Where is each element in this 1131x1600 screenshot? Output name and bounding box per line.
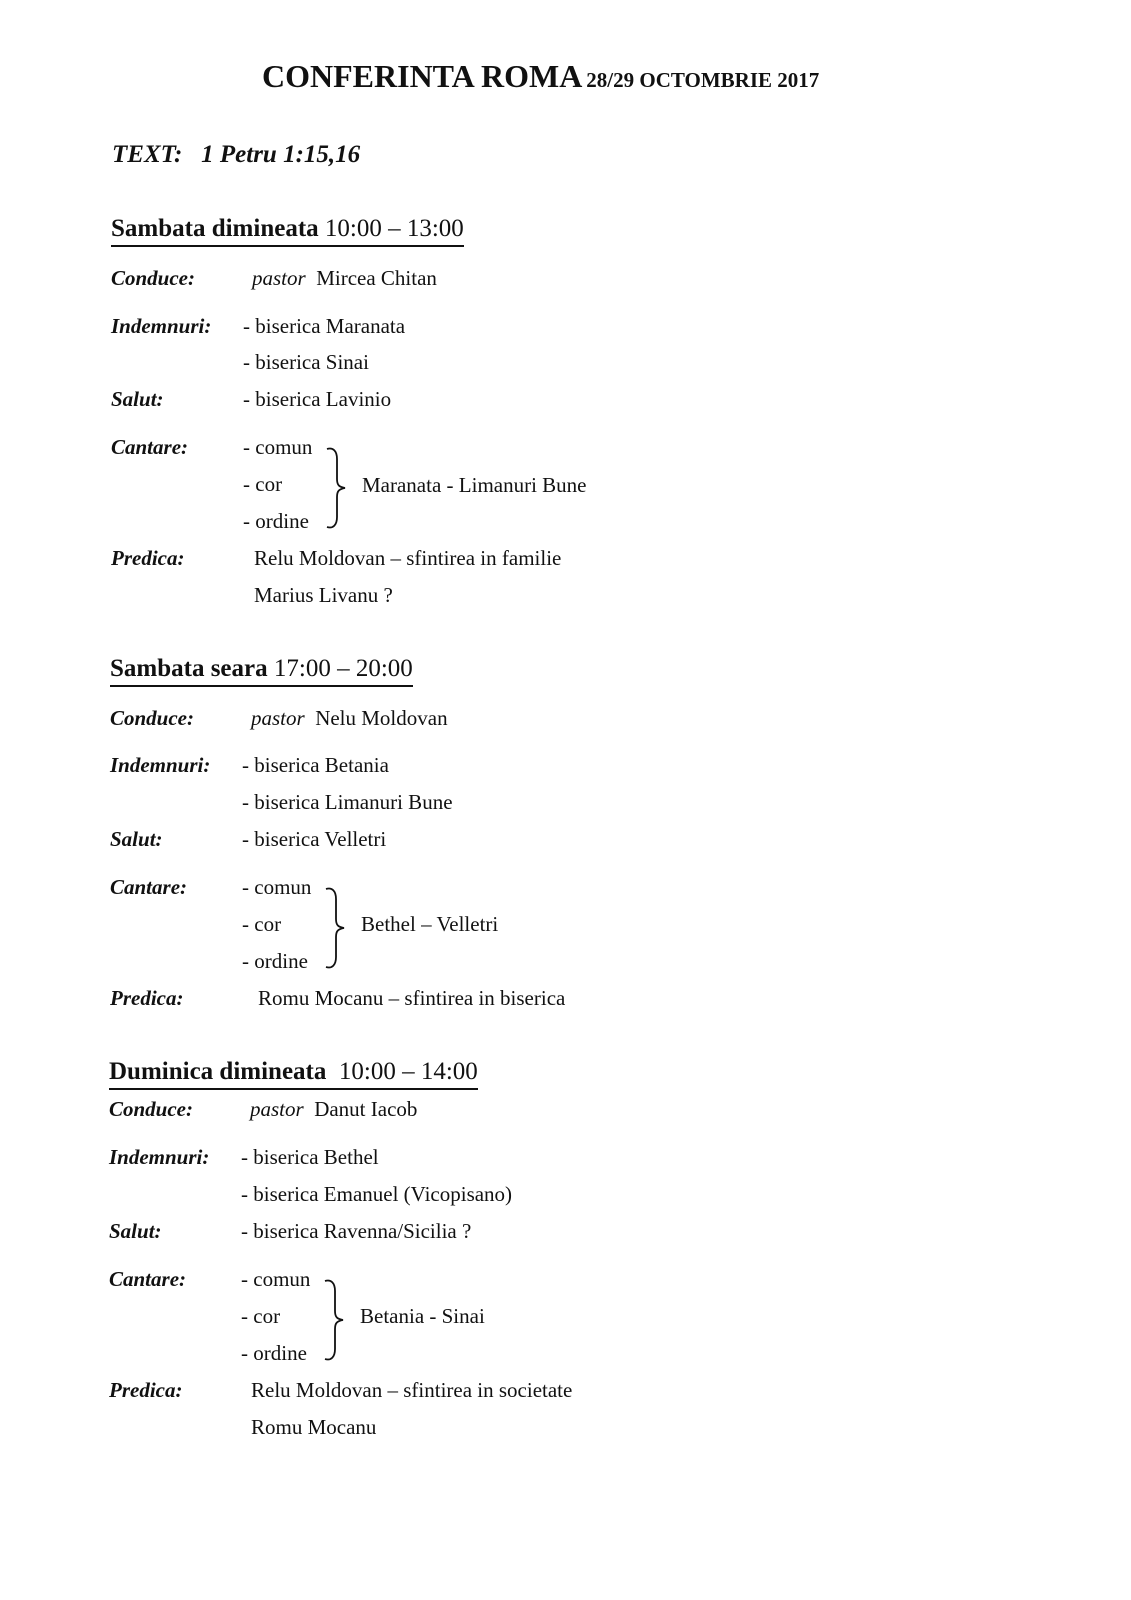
- section-day: Sambata seara: [110, 655, 268, 682]
- conduce-label: Conduce:: [110, 706, 194, 730]
- indemnuri-item: - biserica Limanuri Bune: [242, 790, 453, 814]
- section-day: Sambata dimineata: [111, 215, 319, 242]
- conduce-name: Mircea Chitan: [316, 266, 437, 290]
- predica-item: Marius Livanu ?: [254, 583, 393, 607]
- section-heading: [109, 1059, 478, 1084]
- section-heading: [111, 216, 464, 241]
- brace-icon: [325, 445, 353, 531]
- cantare-item: - cor: [241, 1304, 281, 1328]
- cantare-item: - cor: [242, 912, 282, 936]
- conduce-title: pastor: [250, 1097, 304, 1121]
- cantare-item: - ordine: [242, 949, 308, 973]
- predica-item: Romu Mocanu – sfintirea in biserica: [258, 986, 566, 1010]
- cantare-item: - ordine: [241, 1341, 307, 1365]
- salut-value: - biserica Ravenna/Sicilia ?: [241, 1219, 472, 1243]
- conduce-title: pastor: [252, 266, 306, 290]
- conduce-label: Conduce:: [109, 1097, 193, 1121]
- conduce-value: [250, 1099, 417, 1120]
- brace-icon: [324, 885, 352, 971]
- title-main: CONFERINTA ROMA: [262, 58, 583, 94]
- indemnuri-label: Indemnuri:: [111, 314, 212, 338]
- document-title: [262, 60, 819, 92]
- section-time: 17:00 – 20:00: [273, 655, 413, 682]
- cantare-item: - ordine: [243, 509, 309, 533]
- conduce-label: Conduce:: [111, 266, 195, 290]
- conduce-value: [252, 268, 437, 289]
- predica-item: Relu Moldovan – sfintirea in familie: [254, 546, 562, 570]
- predica-item: Romu Mocanu: [251, 1415, 377, 1439]
- scripture-reference: [112, 142, 360, 167]
- predica-label: Predica:: [110, 986, 184, 1010]
- indemnuri-item: - biserica Betania: [242, 753, 389, 777]
- cantare-label: Cantare:: [110, 875, 188, 899]
- conduce-value: [251, 708, 448, 729]
- cantare-group: Bethel – Velletri: [361, 912, 499, 936]
- cantare-label: Cantare:: [109, 1267, 187, 1291]
- conduce-name: Nelu Moldovan: [315, 706, 448, 730]
- text-label: TEXT:: [112, 141, 183, 168]
- cantare-item: - comun: [241, 1267, 311, 1291]
- section-day: Duminica dimineata: [109, 1058, 327, 1085]
- salut-value: - biserica Velletri: [242, 827, 387, 851]
- predica-label: Predica:: [111, 546, 185, 570]
- salut-label: Salut:: [110, 827, 163, 851]
- indemnuri-label: Indemnuri:: [110, 753, 211, 777]
- text-value: 1 Petru 1:15,16: [201, 141, 361, 168]
- indemnuri-item: - biserica Bethel: [241, 1145, 379, 1169]
- section-time: 10:00 – 13:00: [324, 215, 464, 242]
- section-time: 10:00 – 14:00: [338, 1058, 478, 1085]
- cantare-group: Betania - Sinai: [360, 1304, 485, 1328]
- indemnuri-item: - biserica Maranata: [243, 314, 406, 338]
- salut-value: - biserica Lavinio: [243, 387, 392, 411]
- conduce-title: pastor: [251, 706, 305, 730]
- salut-label: Salut:: [111, 387, 164, 411]
- indemnuri-label: Indemnuri:: [109, 1145, 210, 1169]
- cantare-item: - comun: [243, 435, 313, 459]
- cantare-item: - comun: [242, 875, 312, 899]
- title-date: 28/29 OCTOMBRIE 2017: [586, 68, 820, 92]
- cantare-item: - cor: [243, 472, 283, 496]
- conduce-name: Danut Iacob: [314, 1097, 418, 1121]
- salut-label: Salut:: [109, 1219, 162, 1243]
- cantare-group: Maranata - Limanuri Bune: [362, 473, 587, 497]
- cantare-label: Cantare:: [111, 435, 189, 459]
- indemnuri-item: - biserica Sinai: [243, 350, 369, 374]
- predica-item: Relu Moldovan – sfintirea in societate: [251, 1378, 573, 1402]
- section-heading: [110, 656, 413, 681]
- brace-icon: [323, 1277, 351, 1363]
- predica-label: Predica:: [109, 1378, 183, 1402]
- indemnuri-item: - biserica Emanuel (Vicopisano): [241, 1182, 513, 1206]
